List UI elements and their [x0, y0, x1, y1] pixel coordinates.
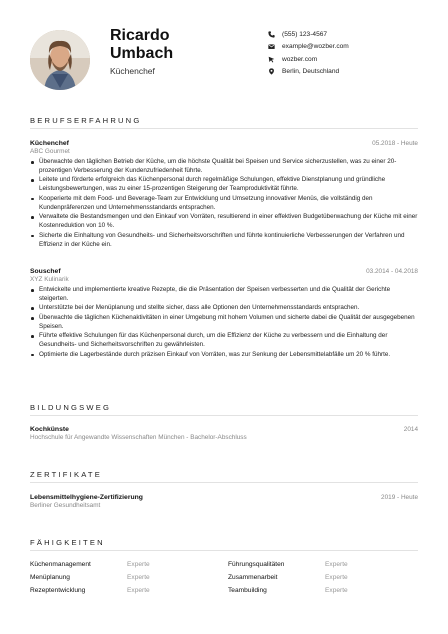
resume-header	[0, 0, 448, 110]
skill-level: Experte	[127, 574, 150, 581]
contact-email	[268, 41, 349, 54]
skills-row	[30, 574, 418, 587]
candidate-name	[110, 27, 173, 63]
education-year: 2014	[403, 426, 418, 433]
skill-name: Teambuilding	[228, 587, 267, 594]
section-divider	[30, 550, 418, 551]
skill-name: Küchenmanagement	[30, 561, 91, 568]
phone-text: (555) 123-4567	[282, 30, 328, 38]
website-link[interactable]: wozber.com	[282, 55, 318, 63]
experience-entry	[30, 268, 418, 360]
skills-row	[30, 561, 418, 574]
education-entry	[30, 426, 418, 441]
experience-title: Souschef	[30, 268, 61, 275]
location-text: Berlin, Deutschland	[282, 68, 340, 76]
phone-icon	[268, 31, 275, 38]
certificate-issuer: Berliner Gesundheitsamt	[30, 502, 101, 509]
bullet-item: Kooperierte mit dem Food- und Beverage-Team zur Entwicklung und Umsetzung innovativer Menüs, die vollständig den Kundenpräferenzen und Unternehmensstandards entsprachen.	[39, 195, 418, 213]
experience-title: Küchenchef	[30, 140, 69, 147]
experience-company: XYZ Kulinarik	[30, 276, 69, 283]
skill-level: Experte	[325, 574, 348, 581]
skill-name: Menüplanung	[30, 574, 70, 581]
certificate-title: Lebensmittelhygiene-Zertifizierung	[30, 494, 143, 501]
section-title-certificates: ZERTIFIKATE	[30, 470, 103, 479]
last-name: Umbach	[110, 45, 174, 62]
bullet-item: Unterstützte bei der Menüplanung und stellte sicher, dass alle Optionen den Unternehmensstandards entsprachen.	[39, 304, 418, 313]
map-pin-icon	[268, 68, 275, 75]
job-title: Küchenchef	[110, 66, 155, 76]
section-title-experience: BERUFSERFAHRUNG	[30, 116, 142, 125]
experience-dates: 05.2018 - Heute	[372, 140, 418, 147]
contact-website	[268, 53, 349, 66]
envelope-icon	[268, 43, 275, 50]
experience-entry	[30, 140, 418, 250]
skill-name: Rezeptentwicklung	[30, 587, 86, 594]
education-school: Hochschule für Angewandte Wissenschaften München - Bachelor-Abschluss	[30, 434, 247, 441]
skill-name: Zusammenarbeit	[228, 574, 278, 581]
bullet-item: Sicherte die Einhaltung von Gesundheits- und Sicherheitsvorschriften und führte kontinuierliche Verbesserungen der Verfahren und Effizienz in der Küche ein.	[39, 232, 418, 250]
experience-dates: 03.2014 - 04.2018	[366, 268, 418, 275]
experience-company: ABC Gourmet	[30, 148, 70, 155]
bullet-item: Optimierte die Lagerbestände durch präzisen Einkauf von Vorräten, was zur Senkung der Lebensmittelabfälle um 20 % führte.	[39, 351, 418, 360]
section-divider	[30, 128, 418, 129]
contact-list	[268, 28, 349, 78]
bullet-item: Verwaltete die Bestandsmengen und den Einkauf von Vorräten, resultierend in einer effektiven Budgetüberwachung der Küche mit einer Kostenreduktion von 10 %.	[39, 213, 418, 230]
certificate-dates: 2019 - Heute	[381, 494, 418, 501]
contact-location	[268, 66, 349, 79]
skills-row	[30, 587, 418, 600]
cursor-icon	[268, 56, 275, 63]
bullet-item: Führte effektive Schulungen für das Küchenpersonal durch, um die Effizienz der Küche zu verbessern und die Einhaltung der Gesundheits- und Sicherheitsvorschriften zu gewährleisten.	[39, 332, 418, 350]
section-title-education: BILDUNGSWEG	[30, 403, 112, 412]
experience-bullets	[30, 158, 418, 249]
email-link[interactable]: example@wozber.com	[282, 43, 349, 51]
skill-level: Experte	[127, 561, 150, 568]
experience-bullets	[30, 286, 418, 360]
profile-photo	[30, 30, 90, 90]
section-divider	[30, 482, 418, 483]
bullet-item: Überwachte den täglichen Betrieb der Küche, um die höchste Qualität bei Speisen und Service sicherzustellen, was zu einer 20-prozentigen Verbesserung der Kundenzufriedenheit führte.	[39, 158, 418, 176]
skill-level: Experte	[325, 561, 348, 568]
skill-name: Führungsqualitäten	[228, 561, 285, 568]
bullet-item: Leitete und förderte erfolgreich das Küchenpersonal durch regelmäßige Schulungen, effektive Dienstplanung und gründliche Leistungsbewertungen, was zu einer 15-prozentigen Steigerung der Teamproduktivität führte.	[39, 176, 418, 194]
contact-phone	[268, 28, 349, 41]
skill-level: Experte	[127, 587, 150, 594]
bullet-item: Entwickelte und implementierte kreative Rezepte, die die Präsentation der Speisen verbesserten und die Qualität der Gerichte steigerten.	[39, 286, 418, 304]
skills-grid	[30, 561, 418, 600]
bullet-item: Überwachte die täglichen Küchenaktivitäten in einer Umgebung mit hohem Volumen und sicherte dabei die Qualität der ausgegebenen Speisen.	[39, 314, 418, 332]
section-divider	[30, 415, 418, 416]
certificate-entry	[30, 494, 418, 509]
first-name: Ricardo	[110, 27, 170, 44]
section-title-skills: FÄHIGKEITEN	[30, 538, 105, 547]
education-title: Kochkünste	[30, 426, 69, 433]
skill-level: Experte	[325, 587, 348, 594]
